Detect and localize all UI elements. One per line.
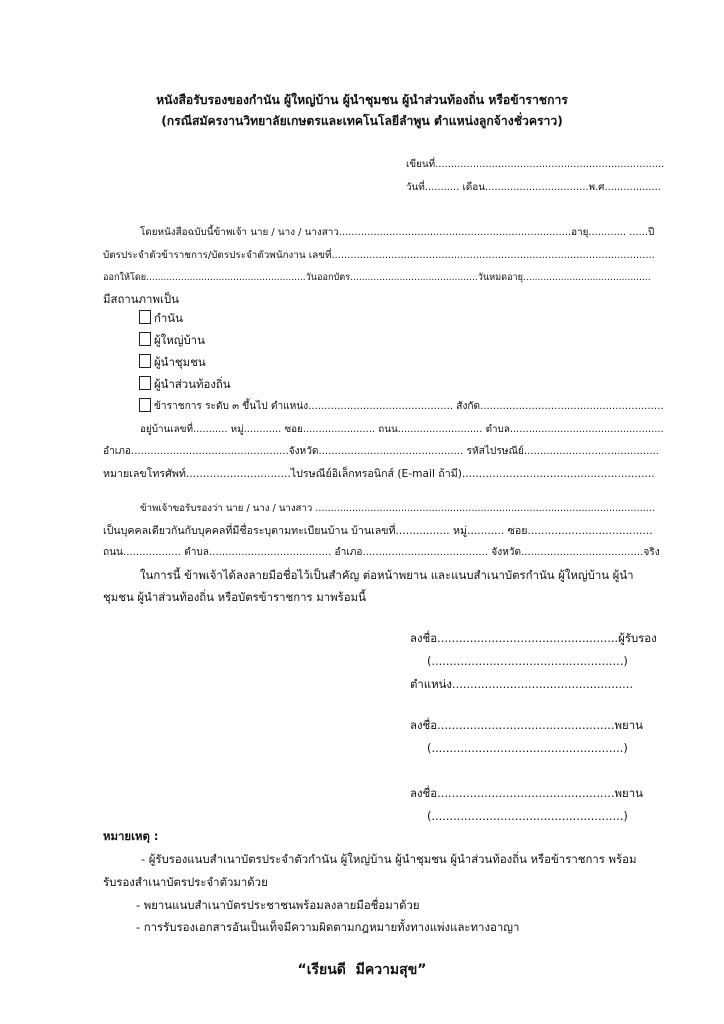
applicant-name-line[interactable]: ข้าพเจ้าขอรับรองว่า นาย / นาง / นางสาว ............................................................................................................... xyxy=(140,503,655,514)
certifier-name-line[interactable]: โดยหนังสือฉบับนี้ข้าพเจ้า นาย / นาง / นางสาว..........................................................................อายุ............ ......ปี xyxy=(140,227,655,238)
address-line-2[interactable]: อำเภอ.................................................จังหวัด............................................. รหัสไปรษณีย์.......................................... xyxy=(103,446,659,457)
form-title: หนังสือรับรองของกำนัน ผู้ใหญ่บ้าน ผู้นำชุมชน ผู้นำส่วนท้องถิ่น หรือข้าราชการ xyxy=(156,93,568,107)
note-1-line-2: รับรองสำเนาบัตรประจำตัวมาด้วย xyxy=(103,875,268,889)
witness2-signature-line[interactable]: ลงชื่อ.................................................พยาน xyxy=(410,786,643,800)
note-2: - พยานแนบสำเนาบัตรประชาชนพร้อมลงลายมือชื่อมาด้วย xyxy=(136,898,420,912)
certifier-printed-name[interactable]: (.....................................................) xyxy=(427,654,628,668)
form-subtitle: (กรณีสมัครงานวิทยาลัยเกษตรและเทคโนโลยีลำพูน ตำแหน่งลูกจ้างชั่วคราว) xyxy=(161,114,563,128)
note-3: - การรับรองเอกสารอันเป็นเท็จมีความผิดตามกฎหมายทั้งทางแพ่งและทางอาญา xyxy=(136,920,520,934)
option-village-head-label: ผู้ใหญ่บ้าน xyxy=(154,333,205,347)
checkbox-kamnan[interactable] xyxy=(139,310,151,324)
date-field[interactable]: วันที่........... เดือน.................................พ.ศ.................. xyxy=(406,182,661,193)
note-1-line-1: - ผู้รับรองแนบสำเนาบัตรประจำตัวกำนัน ผู้ใหญ่บ้าน ผู้นำชุมชน ผู้นำส่วนท้องถิ่น หรือข้าราชการ พร้อม xyxy=(141,852,637,866)
checkbox-community-leader[interactable] xyxy=(139,354,151,368)
address-line-1[interactable]: อยู่บ้านเลขที่........... หมู่............ ซอย....................... ถนน........................... ตำบล................................................. xyxy=(140,424,664,435)
checkbox-civil-servant[interactable] xyxy=(139,398,151,412)
witness2-printed-name[interactable]: (.....................................................) xyxy=(427,809,628,823)
statement-line-1: ในการนี้ ข้าพเจ้าได้ลงลายมือชื่อไว้เป็นสำคัญ ต่อหน้าพยาน และแนบสำเนาบัตรกำนัน ผู้ใหญ่บ้าน ผู้นำ xyxy=(140,568,634,582)
witness1-signature-line[interactable]: ลงชื่อ.................................................พยาน xyxy=(410,718,643,732)
phone-email-line[interactable]: หมายเลขโทรศัพท์...............................ไปรษณีย์อิเล็กทรอนิกส์ (E-mail ถ้ามี)......................................................... xyxy=(103,467,655,480)
statement-line-2: ชุมชน ผู้นำส่วนท้องถิ่น หรือบัตรข้าราชการ มาพร้อมนี้ xyxy=(103,590,366,604)
id-card-number-line[interactable]: บัตรประจำตัวข้าราชการ/บัตรประจำตัวพนักงาน เลขที่....................................................................................................... xyxy=(103,250,655,261)
option-civil-servant-label[interactable]: ข้าราชการ ระดับ ๓ ขึ้นไป ตำแหน่ง............................................. สังกัด......................................................... xyxy=(154,401,664,412)
option-community-leader-label: ผู้นำชุมชน xyxy=(154,355,206,369)
issue-info-line[interactable]: ออกให้โดย.......................................................วันออกบัตร............................................วันหมดอายุ............................................ xyxy=(103,273,651,283)
checkbox-local-leader[interactable] xyxy=(139,376,151,390)
college-slogan: “เรียนดี มีความสุข” xyxy=(297,962,427,978)
written-at-field[interactable]: เขียนที่......................................................................... xyxy=(406,159,665,170)
applicant-address-line[interactable]: ถนน.................. ตำบล...................................... อำเภอ....................................... จังหวัด......................................จริง xyxy=(103,547,660,558)
notes-heading: หมายเหตุ : xyxy=(103,829,159,843)
witness1-printed-name[interactable]: (.....................................................) xyxy=(427,741,628,755)
status-label: มีสถานภาพเป็น xyxy=(103,292,179,306)
house-registration-line[interactable]: เป็นบุคคลเดียวกันกับบุคคลที่มีชื่อระบุตามทะเบียนบ้าน บ้านเลขที่................ หมู่........... ซอย..................................... xyxy=(103,524,653,537)
checkbox-village-head[interactable] xyxy=(139,332,151,346)
certifier-position-line[interactable]: ตำแหน่ง.................................................. xyxy=(410,677,634,691)
option-local-leader-label: ผู้นำส่วนท้องถิ่น xyxy=(154,377,231,391)
certifier-signature-line[interactable]: ลงชื่อ..................................................ผู้รับรอง xyxy=(410,631,657,645)
option-kamnan-label: กำนัน xyxy=(154,311,183,325)
